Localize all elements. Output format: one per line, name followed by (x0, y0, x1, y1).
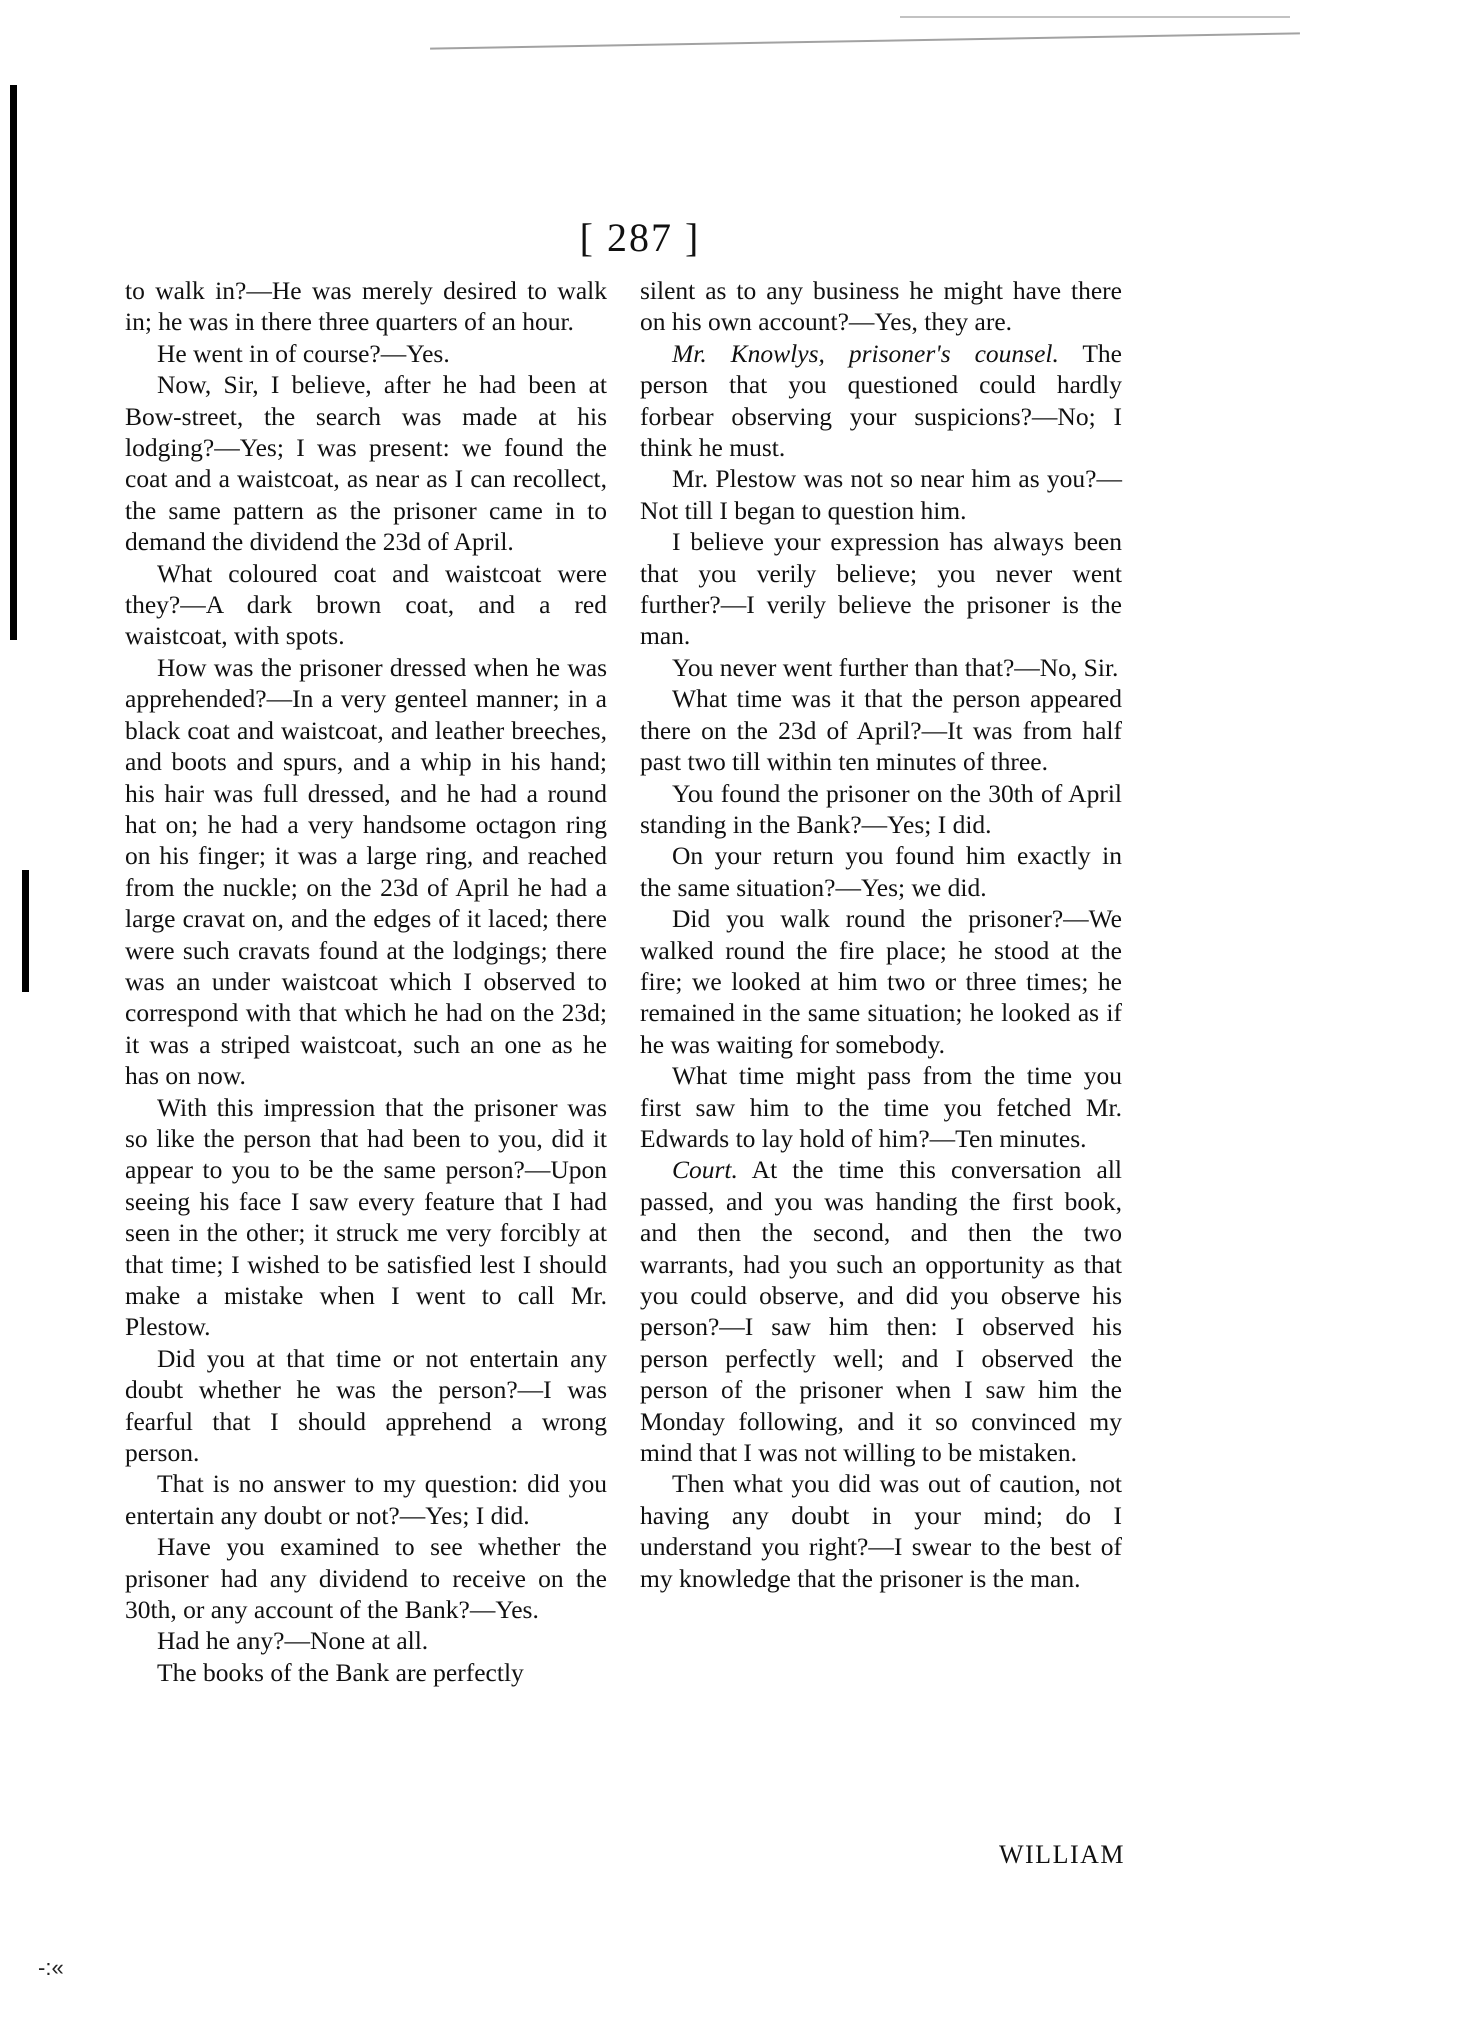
paragraph (640, 1154, 1122, 1468)
paragraph (125, 1343, 607, 1469)
paragraph-text: Then what you did was out of caution, not having any doubt in your mind; do I understand you right?—I swear to the best of my knowledge that the prisoner is the man. (640, 1469, 1122, 1593)
paragraph-text: Did you at that time or not entertain any doubt whether he was the person?—I was fearful that I should apprehend a wrong person. (125, 1343, 607, 1468)
paragraph (125, 1625, 607, 1656)
paragraph (125, 338, 607, 369)
paragraph-text: You found the prisoner on the 30th of April standing in the Bank?—Yes; I did. (640, 778, 1122, 839)
paragraph (125, 1092, 607, 1343)
paragraph (640, 1060, 1122, 1154)
paragraph (125, 652, 607, 1092)
catchword: WILLIAM (998, 1840, 1125, 1869)
paragraph (125, 275, 607, 338)
paragraph (640, 275, 1122, 338)
paragraph-text: With this impression that the prisoner was so like the person that had been to you, did it appear to you to be the same person?—Upon seeing his face I saw every feature that I had seen in the other; it struck me very forcibly at that time; I wished to be satisfied lest I should make a mistake when I went to call Mr. Plestow. (125, 1092, 607, 1342)
left-margin-bar-lower (22, 870, 29, 992)
page-number: [ 287 ] (579, 215, 701, 260)
paragraph-text: Did you walk round the prisoner?—We walked round the fire place; he stood at the fire; we looked at him two or three times; he remained in the same situation; he looked as if he was waiting for somebody. (640, 904, 1122, 1059)
paragraph (640, 840, 1122, 903)
top-edge-rule (430, 32, 1300, 49)
paragraph (125, 369, 607, 557)
speaker-label: Mr. Knowlys, prisoner's counsel. (672, 338, 1059, 368)
paragraph (640, 338, 1122, 464)
paragraph (125, 1531, 607, 1625)
paragraph (640, 903, 1122, 1060)
paragraph (640, 1468, 1122, 1594)
paragraph-text: You never went further than that?—No, Sir. (672, 652, 1119, 682)
paragraph-text: On your return you found him exactly in the same situation?—Yes; we did. (640, 841, 1122, 902)
right-text-column (640, 275, 1122, 1594)
paragraph-text: He went in of course?—Yes. (157, 338, 450, 368)
paragraph (640, 683, 1122, 777)
paragraph-text: What time might pass from the time you first saw him to the time you fetched Mr. Edwards to lay hold of him?—Ten minutes. (640, 1061, 1122, 1153)
paragraph (640, 652, 1122, 683)
paragraph-text: The books of the Bank are perfectly (157, 1657, 524, 1687)
paragraph-text: Mr. Plestow was not so near him as you?—Not till I began to question him. (640, 464, 1122, 525)
paragraph-text: How was the prisoner dressed when he was apprehended?—In a very genteel manner; in a black coat and waistcoat, and leather breeches, and boots and spurs, and a whip in his hand; his hair was full dressed, and he had a round hat on; he had a very handsome octagon ring on his finger; it was a large ring, and reached from the nuckle; on the 23d of April he had a large cravat on, and the edges of it laced; there were such cravats found at the lodgings; there was an under waistcoat which I observed to correspond with that which he had on the 23d; it was a striped waistcoat, such an one as he has on now. (125, 652, 607, 1091)
paragraph (640, 526, 1122, 652)
paragraph-text: What time was it that the person appeared there on the 23d of April?—It was from half past two till within ten minutes of three. (640, 684, 1122, 777)
paragraph (640, 778, 1122, 841)
margin-mark: -:« (38, 1955, 64, 1980)
paragraph (640, 463, 1122, 526)
paragraph-text: That is no answer to my question: did you entertain any doubt or not?—Yes; I did. (125, 1469, 607, 1530)
speaker-label: Court. (672, 1155, 738, 1185)
paragraph-text: to walk in?—He was merely desired to walk in; he was in there three quarters of an hour. (125, 276, 607, 337)
paragraph-text: Now, Sir, I believe, after he had been at Bow-street, the search was made at his lodging?—Yes; I was present: we found the coat and a waistcoat, as near as I can recollect, the same pattern as the prisoner came in to demand the dividend the 23d of April. (125, 370, 607, 557)
paragraph-text: At the time this conversation all passed, and you was handing the first book, and then the second, and then the two warrants, had you such an opportunity as that you could observe, and did you observe his person?—I saw him then: I observed his person perfectly well; and I observed the person of the prisoner when I saw him the Monday following, and it so convinced my mind that I was not willing to be mistaken. (640, 1155, 1122, 1468)
paragraph-text: Had he any?—None at all. (157, 1626, 429, 1656)
paragraph (125, 1657, 607, 1688)
left-text-column (125, 275, 607, 1688)
paragraph (125, 1468, 607, 1531)
paragraph-text: I believe your expression has always been that you verily believe; you never went further?—I verily believe the prisoner is the man. (640, 527, 1122, 651)
paragraph-text: Have you examined to see whether the prisoner had any dividend to receive on the 30th, or any account of the Bank?—Yes. (125, 1532, 607, 1625)
left-margin-bar-upper (10, 85, 17, 640)
paragraph-text: The person that you questioned could hardly forbear observing your suspicions?—No; I think he must. (640, 338, 1122, 463)
paragraph-text: silent as to any business he might have there on his own account?—Yes, they are. (640, 276, 1122, 337)
paragraph-text: What coloured coat and waistcoat were they?—A dark brown coat, and a red waistcoat, with spots. (125, 558, 607, 651)
paragraph (125, 558, 607, 652)
top-edge-rule-secondary (900, 16, 1290, 18)
